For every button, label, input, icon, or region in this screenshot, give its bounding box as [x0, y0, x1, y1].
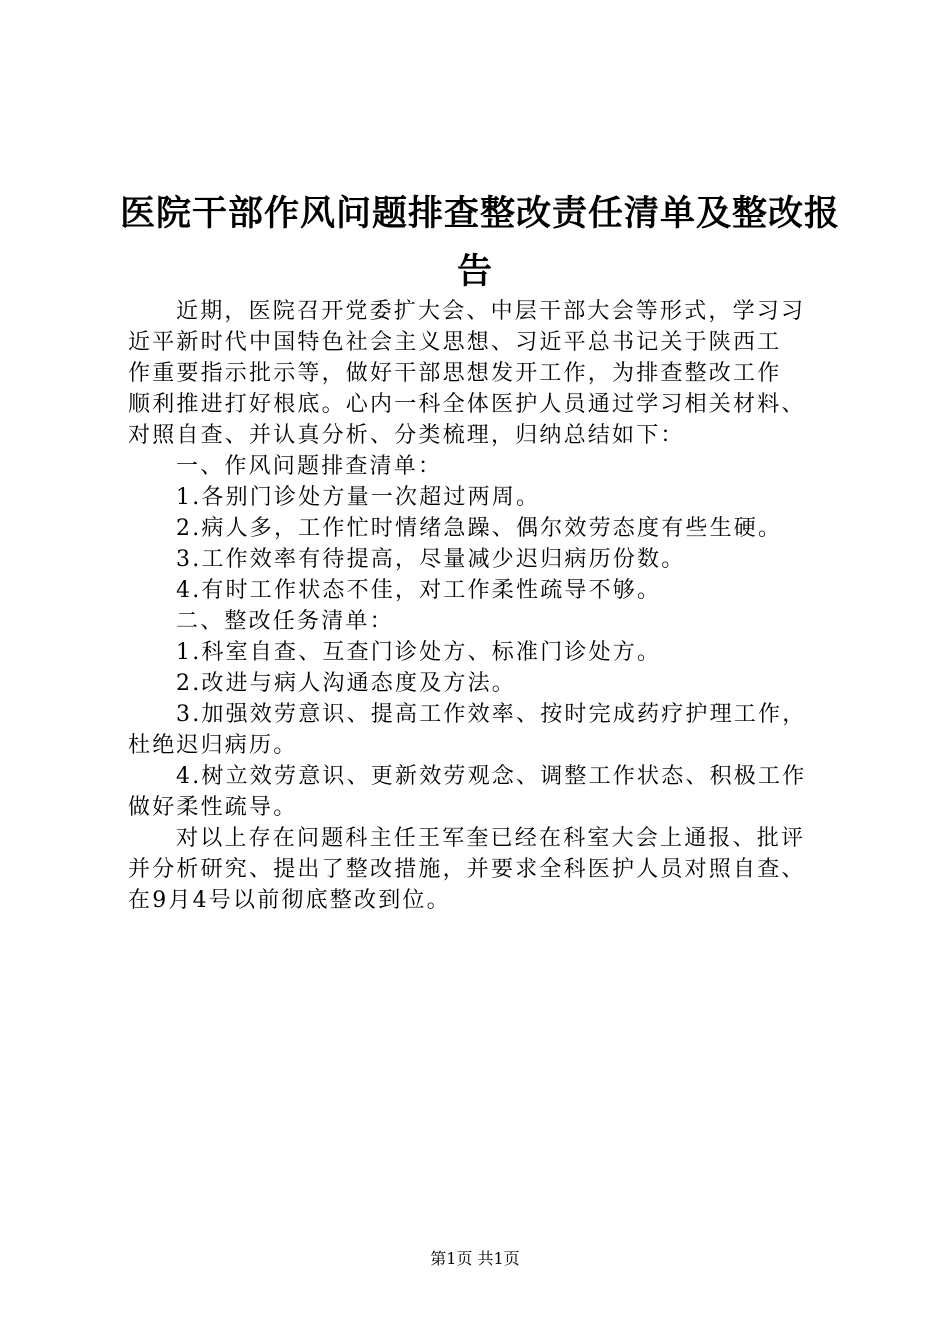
body-line: 对以上存在问题科主任王军奎已经在科室大会上通报、批评 — [176, 826, 806, 851]
body-line: 并分析研究、提出了整改措施，并要求全科医护人员对照自查、 — [128, 857, 806, 882]
document-title-line-1: 医院干部作风问题排查整改责任清单及整改报 — [120, 193, 841, 234]
list-item: 1.各别门诊处方量一次超过两周。 — [176, 485, 541, 510]
document-body — [128, 296, 840, 916]
body-line: 在9月4号以前彻底整改到位。 — [128, 888, 451, 913]
list-item: 4.树立效劳意识、更新效劳观念、调整工作状态、积极工作 — [176, 764, 807, 789]
body-line: 作重要指示批示等，做好干部思想发开工作，为排查整改工作 — [128, 361, 782, 386]
list-item: 3.工作效率有待提高，尽量减少迟归病历份数。 — [176, 547, 686, 572]
section-heading: 一、作风问题排查清单： — [176, 454, 443, 479]
body-line: 顺利推进打好根底。心内一科全体医护人员通过学习相关材料、 — [128, 392, 806, 417]
section-heading: 二、整改任务清单： — [176, 609, 394, 634]
page-number-footer: 第1页 共1页 — [430, 1249, 520, 1268]
body-line: 近平新时代中国特色社会主义思想、习近平总书记关于陕西工 — [128, 330, 782, 355]
list-item: 4.有时工作状态不佳，对工作柔性疏导不够。 — [176, 578, 662, 603]
list-item-continuation: 杜绝迟归病历。 — [128, 733, 298, 758]
body-line: 对照自查、并认真分析、分类梳理，归纳总结如下： — [128, 423, 685, 448]
list-item: 1.科室自查、互查门诊处方、标准门诊处方。 — [176, 640, 662, 665]
list-item: 3.加强效劳意识、提高工作效率、按时完成药疗护理工作， — [176, 702, 807, 727]
list-item-continuation: 做好柔性疏导。 — [128, 795, 298, 820]
document-title-line-2: 告 — [456, 251, 493, 292]
list-item: 2.病人多，工作忙时情绪急躁、偶尔效劳态度有些生硬。 — [176, 516, 783, 541]
list-item: 2.改进与病人沟通态度及方法。 — [176, 671, 516, 696]
body-line: 近期，医院召开党委扩大会、中层干部大会等形式，学习习 — [176, 299, 806, 324]
